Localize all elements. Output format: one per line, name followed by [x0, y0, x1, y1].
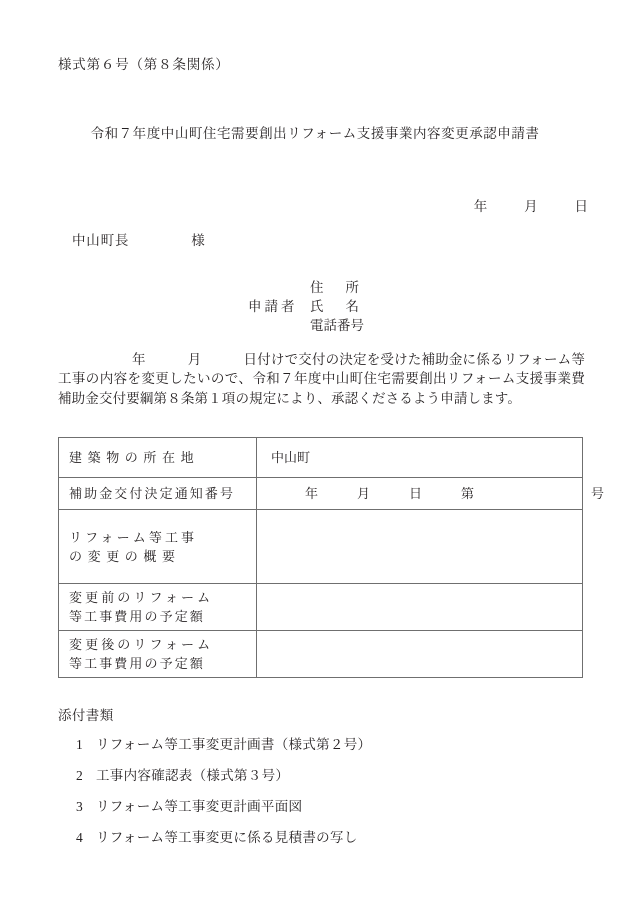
list-item: [58, 760, 578, 791]
row-label-notice-number: [59, 478, 257, 510]
label-text-line1: 変更後のリフォーム: [69, 637, 214, 652]
date-line: [0, 195, 630, 215]
body-month-label: 月: [187, 352, 202, 367]
application-table: [58, 437, 605, 678]
form-number: 様式第６号（第８条関係）: [58, 57, 230, 72]
list-item: [58, 822, 578, 853]
notice-number-fields: [271, 484, 605, 503]
row-label-cost-after: [59, 631, 257, 678]
row-value-cost-after[interactable]: [257, 631, 583, 678]
applicant-phone-row: [248, 316, 388, 335]
applicant-block: [248, 278, 388, 335]
date-month-label: 月: [524, 199, 538, 214]
table-row: [59, 478, 583, 510]
page-title: 令和７年度中山町住宅需要創出リフォーム支援事業内容変更承認申請書: [90, 126, 540, 141]
date-year-label: 年: [473, 199, 488, 214]
notice-gou-label: 号: [591, 486, 605, 501]
row-value-cost-before[interactable]: [257, 584, 583, 631]
list-item: [58, 791, 578, 822]
row-label-cost-before: [59, 584, 257, 631]
notice-month-label: 月: [357, 486, 371, 501]
notice-year-label: 年: [305, 486, 319, 501]
list-item-label: リフォーム等工事変更計画書（様式第２号）: [96, 737, 372, 752]
list-item-number: 3: [76, 799, 84, 814]
list-item-number: 1: [76, 737, 84, 752]
label-text-line1: リフォーム等工事: [69, 529, 198, 545]
table-row: [59, 510, 583, 584]
body-main-text: 日付けで交付の決定を受けた補助金に係るリフォーム等工事の内容を変更したいので、令和７年度中山町住宅需要創出リフォーム支援事業費補助金交付要綱第８条第１項の規定により、承認くださるよう申請します。: [58, 352, 585, 406]
table-row: [59, 631, 583, 678]
row-value-building-location[interactable]: [257, 438, 583, 478]
list-item-label: 工事内容確認表（様式第３号）: [96, 768, 290, 783]
list-item-number: 4: [76, 830, 84, 845]
date-day-label: 日: [574, 199, 588, 214]
notice-dai-label: 第: [461, 486, 475, 501]
notice-day-label: 日: [409, 486, 423, 501]
list-item-label: リフォーム等工事変更計画平面図: [96, 799, 303, 814]
applicant-name-row: [248, 297, 388, 316]
applicant-label: 申請者: [248, 299, 298, 314]
label-text: 補助金交付決定通知番号: [69, 486, 236, 501]
addressee-honorific: 様: [191, 233, 205, 248]
addressee-name: 中山町長: [72, 233, 130, 248]
row-label-building-location: [59, 438, 257, 478]
label-text-line2: の変更の概要: [69, 548, 181, 564]
attachments-list: [58, 729, 578, 853]
label-text-line1: 変更前のリフォーム: [69, 590, 214, 605]
label-text-line2: 等工事費用の予定額: [69, 656, 205, 671]
value-text: 中山町: [271, 450, 311, 465]
attachments-heading: 添付書類: [58, 708, 114, 723]
body-paragraph: [58, 350, 585, 408]
table-row: [59, 438, 583, 478]
row-value-notice-number[interactable]: [257, 478, 605, 510]
applicant-name-label: 氏 名: [310, 299, 359, 314]
addressee: [72, 229, 205, 249]
label-text-line2: 等工事費用の予定額: [69, 609, 205, 624]
applicant-address-label: 住 所: [310, 280, 359, 295]
row-value-change-summary[interactable]: [257, 510, 583, 584]
label-text: 建築物の所在地: [69, 450, 200, 465]
row-label-change-summary: [59, 510, 257, 584]
list-item-number: 2: [76, 768, 84, 783]
table-row: [59, 584, 583, 631]
list-item: [58, 729, 578, 760]
applicant-phone-label: 電話番号: [310, 318, 364, 333]
list-item-label: リフォーム等工事変更に係る見積書の写し: [96, 830, 358, 845]
body-year-label: 年: [132, 352, 146, 367]
applicant-address-row: [248, 278, 388, 297]
